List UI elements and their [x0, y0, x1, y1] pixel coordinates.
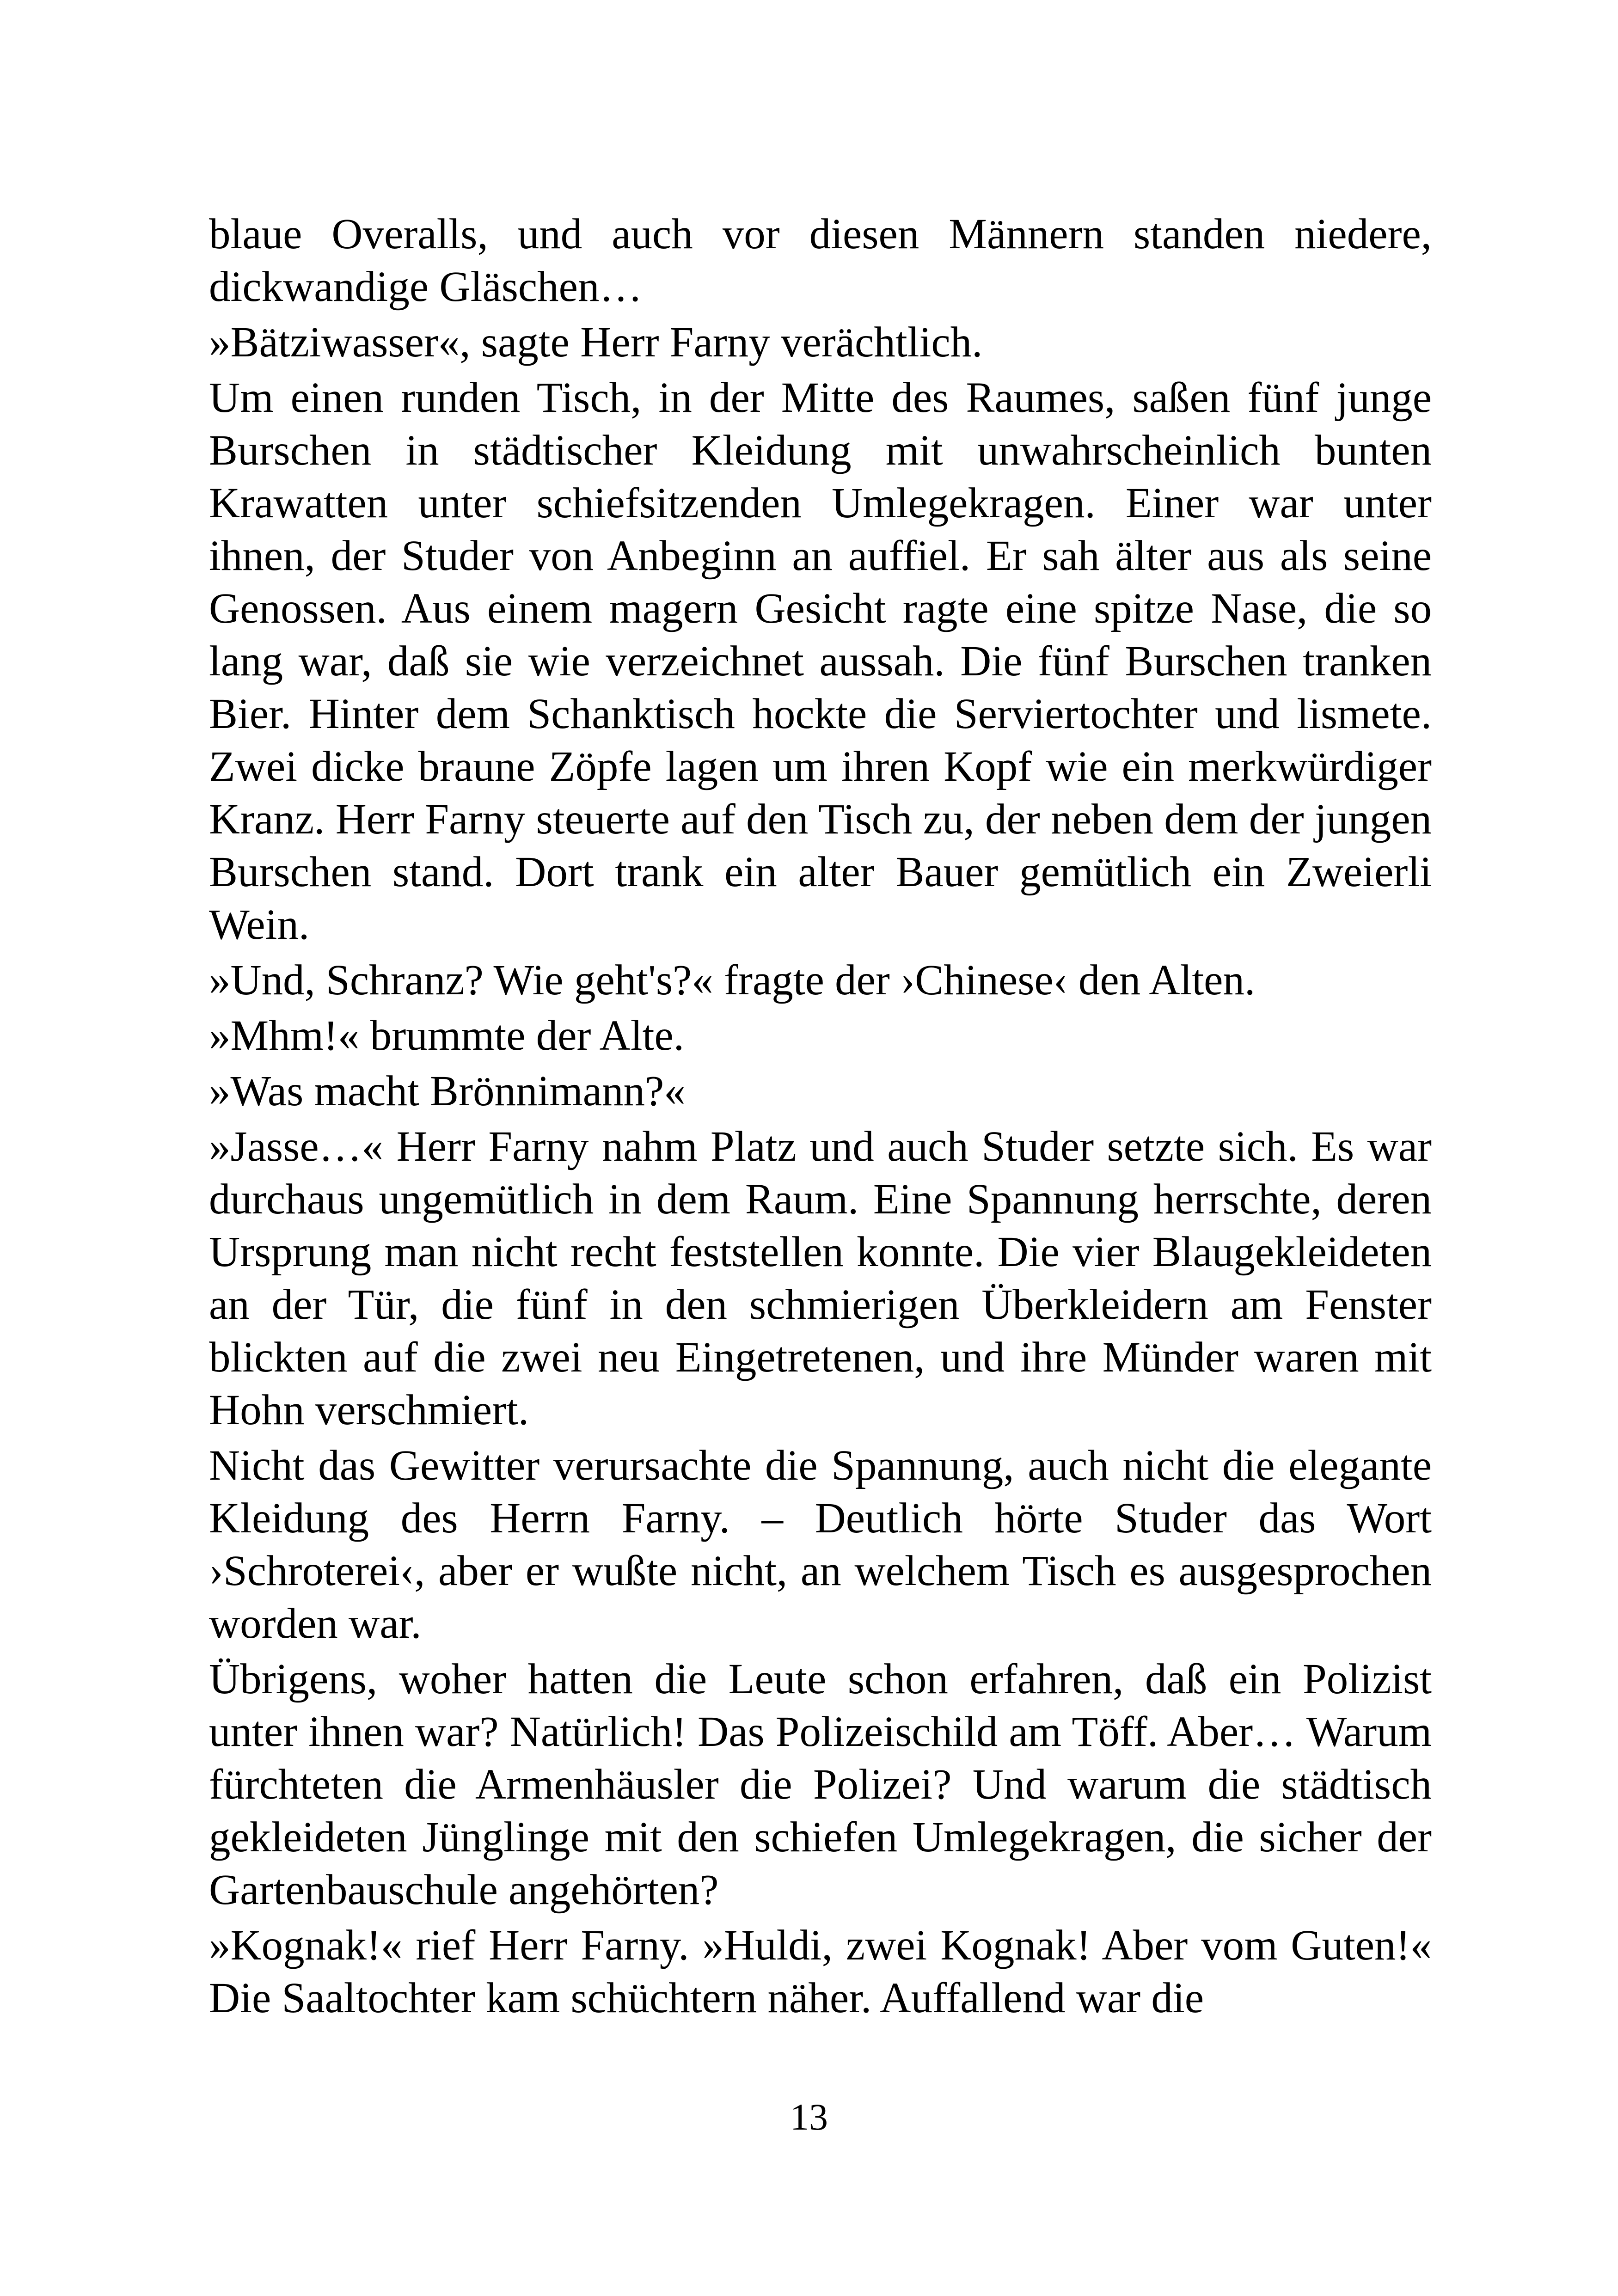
page-number: 13 — [790, 2096, 828, 2138]
paragraph-1: blaue Overalls, und auch vor diesen Männern standen niedere, dickwandige Gläschen… — [209, 210, 1432, 311]
paragraph-7: »Jasse…« Herr Farny nahm Platz und auch Studer setzte sich. Es war durchaus ungemütlich in dem Raum. Eine Spannung herrschte, deren Ursprung man nicht recht feststellen konnte. Die vier Blaugekleideten an der Tür, die fünf in den schmierigen Überkleidern am Fenster blickten auf die zwei neu Eingetretenen, und ihre Münder waren mit Hohn verschmiert. — [209, 1123, 1432, 1434]
paragraph-5: »Mhm!« brummte der Alte. — [209, 1012, 684, 1059]
paragraph-3: Um einen runden Tisch, in der Mitte des Raumes, saßen fünf junge Burschen in städtischer Kleidung mit unwahrscheinlich bunten Krawatten unter schiefsitzenden Umlegekragen. Einer war unter ihnen, der Studer von Anbeginn an auffiel. Er sah älter aus als seine Genossen. Aus einem magern Gesicht ragte eine spitze Nase, die so lang war, daß sie wie verzeichnet aussah. Die fünf Burschen tranken Bier. Hinter dem Schanktisch hockte die Serviertochter und lismete. Zwei dicke braune Zöpfe lagen um ihren Kopf wie ein merkwürdiger Kranz. Herr Farny steuerte auf den Tisch zu, der neben dem der jungen Burschen stand. Dort trank ein alter Bauer gemütlich ein Zweierli Wein. — [209, 374, 1432, 949]
paragraph-2: »Bätziwasser«, sagte Herr Farny verächtlich. — [209, 318, 983, 366]
paragraph-8: Nicht das Gewitter verursachte die Spannung, auch nicht die elegante Kleidung des Herrn Farny. – Deutlich hörte Studer das Wort ›Schroterei‹, aber er wußte nicht, an welchem Tisch es ausgesprochen worden war. — [209, 1442, 1432, 1647]
paragraph-6: »Was macht Brönnimann?« — [209, 1067, 686, 1115]
body-text — [209, 208, 1432, 2027]
paragraph-9: Übrigens, woher hatten die Leute schon erfahren, daß ein Polizist unter ihnen war? Natürlich! Das Polizeischild am Töff. Aber… Warum fürchteten die Armenhäusler die Polizei? Und warum die städtisch gekleideten Jünglinge mit den schiefen Umlegekragen, die sicher der Gartenbauschule angehörten? — [209, 1655, 1432, 1914]
paragraph-10: »Kognak!« rief Herr Farny. »Huldi, zwei Kognak! Aber vom Guten!« Die Saaltochter kam schüchtern näher. Auffallend war die — [209, 1922, 1432, 2022]
paragraph-4: »Und, Schranz? Wie geht's?« fragte der ›Chinese‹ den Alten. — [209, 956, 1256, 1004]
